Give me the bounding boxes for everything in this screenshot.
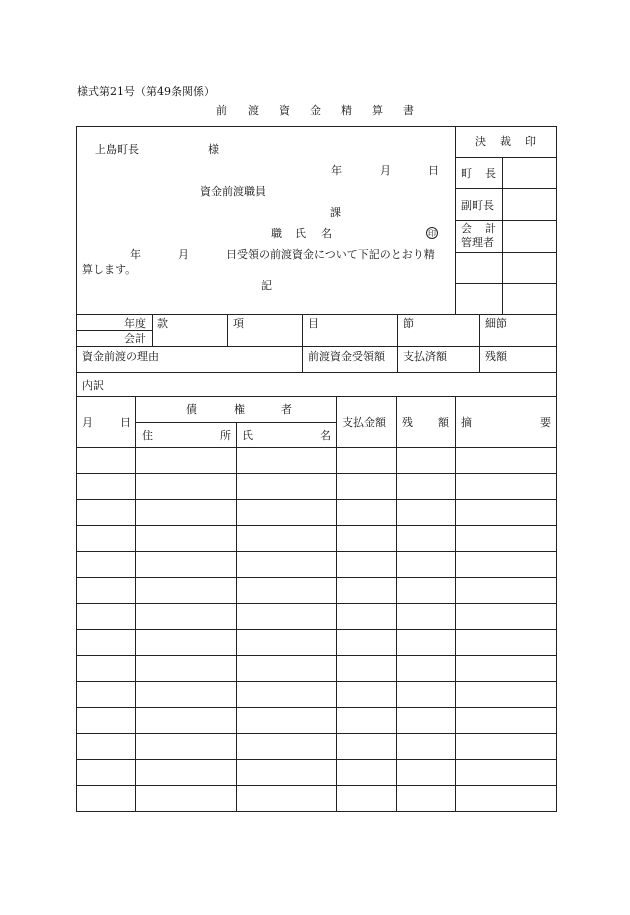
paid-label: 支払済額 [403, 350, 447, 363]
date-month-header: 月 [82, 416, 93, 429]
statement-month: 月 [178, 248, 189, 261]
table-row [76, 629, 557, 630]
address-header-char: 所 [220, 429, 231, 442]
reason-label: 資金前渡の理由 [82, 350, 159, 363]
approval-row-line [455, 252, 557, 253]
budget-col [227, 314, 228, 346]
table-row [76, 525, 557, 526]
creditor-char: 債 [186, 403, 197, 416]
position-char: 氏 [295, 227, 306, 240]
table-row [76, 603, 557, 604]
name-header-char: 氏 [242, 429, 253, 442]
breakdown-col [135, 396, 136, 812]
seal-mark: 印 [428, 229, 436, 238]
balance-header-char: 残 [402, 416, 413, 429]
advance-row-line [76, 372, 557, 373]
budget-col [397, 314, 398, 372]
approval-inner-divider [502, 157, 503, 315]
address-header-char: 住 [142, 429, 153, 442]
title-char: 前 [216, 104, 227, 117]
approval-header-char: 裁 [500, 135, 511, 148]
title-char: 書 [403, 104, 414, 117]
setsu-label: 節 [403, 317, 414, 330]
date-month: 月 [380, 164, 391, 177]
received-label: 前渡資金受領額 [308, 350, 385, 363]
breakdown-col [396, 396, 397, 812]
table-row [76, 733, 557, 734]
breakdown-col [455, 396, 456, 812]
approval-row-line [455, 188, 557, 189]
breakdown-label-line [76, 396, 557, 397]
section-label: 課 [330, 206, 341, 219]
approval-row-line [455, 157, 557, 158]
balance-label: 残額 [485, 350, 507, 363]
honorific: 様 [208, 143, 219, 156]
moku-label: 目 [308, 317, 319, 330]
title-char: 資 [279, 104, 290, 117]
fiscal-year-label: 年度 [124, 317, 146, 330]
statement-line2: 算します。 [82, 263, 137, 276]
section-line [76, 314, 557, 315]
title-char: 精 [341, 104, 352, 117]
budget-row-line [76, 346, 557, 347]
date-year: 年 [331, 164, 342, 177]
date-day: 日 [428, 164, 439, 177]
breakdown-col [236, 422, 237, 812]
creditor-char: 者 [281, 403, 292, 416]
table-row [76, 473, 557, 474]
approval-header-char: 決 [475, 135, 486, 148]
approval-row-line [455, 220, 557, 221]
summary-header-char: 摘 [461, 416, 472, 429]
title-char: 算 [372, 104, 383, 117]
position-char: 職 [271, 227, 282, 240]
table-row [76, 551, 557, 552]
name-header-char: 名 [320, 429, 331, 442]
breakdown-label: 内訳 [82, 379, 104, 392]
breakdown-col [336, 396, 337, 812]
table-row [76, 707, 557, 708]
budget-sub-line [76, 330, 152, 331]
table-row [76, 785, 557, 786]
statement-line1: 日受領の前渡資金について下記のとおり精 [226, 248, 435, 261]
account-label: 会計 [124, 332, 146, 345]
breakdown-header-line [76, 447, 557, 448]
kou-label: 項 [233, 317, 244, 330]
accountant-char: 計 [485, 222, 496, 235]
approval-header-char: 印 [525, 135, 536, 148]
title-char: 渡 [248, 104, 259, 117]
deputy-mayor-label: 副町長 [461, 199, 494, 212]
accountant-char: 会 [461, 222, 472, 235]
ki-label: 記 [261, 279, 272, 292]
position-char: 名 [321, 227, 332, 240]
form-number: 様式第21号（第49条関係） [77, 85, 215, 98]
statement-year: 年 [130, 248, 141, 261]
date-day-header: 日 [120, 416, 131, 429]
table-row [76, 681, 557, 682]
budget-col [479, 314, 480, 372]
mayor-char: 町 [461, 167, 472, 180]
budget-col [152, 314, 153, 346]
kan-label: 款 [157, 317, 168, 330]
budget-col [302, 314, 303, 372]
accountant-line2: 管理者 [461, 236, 494, 249]
summary-header-char: 要 [540, 416, 551, 429]
saisetsu-label: 細節 [485, 317, 507, 330]
mayor-char: 長 [485, 167, 496, 180]
approval-row-line [455, 283, 557, 284]
table-row [76, 577, 557, 578]
table-row [76, 655, 557, 656]
balance-header-char: 額 [438, 416, 449, 429]
addressee: 上島町長 [95, 143, 139, 156]
payment-amount-header: 支払金額 [342, 416, 386, 429]
official-label: 資金前渡職員 [200, 185, 266, 198]
title-char: 金 [310, 104, 321, 117]
table-row [76, 499, 557, 500]
creditor-char: 権 [234, 403, 245, 416]
table-row [76, 759, 557, 760]
